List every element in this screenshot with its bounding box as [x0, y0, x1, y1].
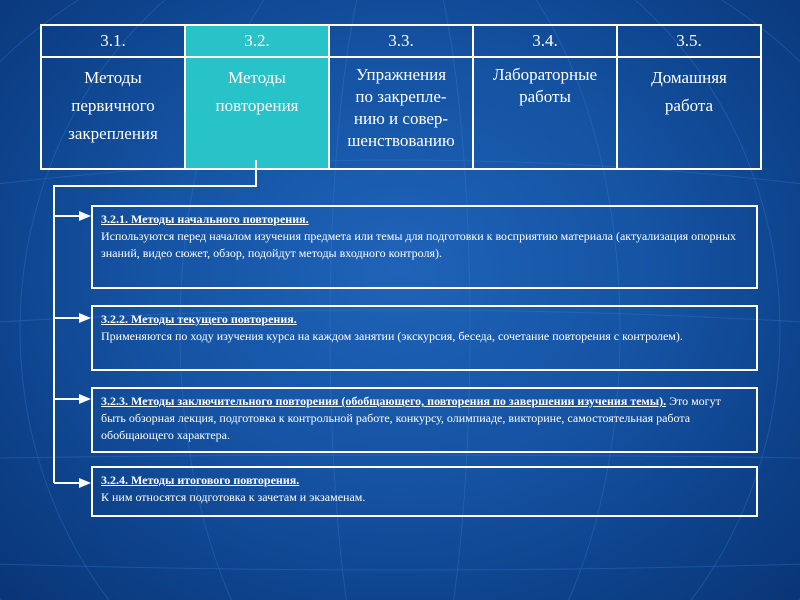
label-line: Упражнения [355, 65, 447, 84]
box-body: Используются перед началом изучения предмета или темы для подготовки к восприятию материала (актуализация опорных знаний, видео сюжет, обзор, подойдут методы входного контроля). [101, 229, 737, 260]
box-final-repetition [91, 387, 758, 453]
label-line: шенствованию [347, 131, 455, 150]
label-line: по закрепле- [355, 87, 447, 106]
box-title: 3.2.4. Методы итогового повторения. [101, 473, 300, 487]
box-body: Применяются по ходу изучения курса на каждом занятии (экскурсия, беседа, сочетание повторения с контролем). [101, 329, 683, 343]
cell-number-3-5: 3.5. [617, 25, 761, 57]
box-body: К ним относятся подготовка к зачетам и экзаменам. [101, 490, 366, 504]
label-line: Методы [228, 68, 286, 87]
label-line: повторения [215, 96, 299, 115]
label-line: закрепления [68, 124, 158, 143]
arrow-head-icon [79, 394, 91, 404]
cell-number-3-3: 3.3. [329, 25, 473, 57]
box-summary-repetition [91, 466, 758, 517]
cell-number-3-1: 3.1. [41, 25, 185, 57]
arrow-head-icon [79, 211, 91, 221]
box-body: Это могут быть обзорная лекция, подготовка к контрольной работе, конкурсу, олимпиаде, викторине, самостоятельная работа обобщающего характера. [101, 394, 721, 442]
arrow-head-icon [79, 313, 91, 323]
label-line: работа [664, 96, 714, 115]
arrow-head-icon [79, 478, 91, 488]
box-current-repetition [91, 305, 758, 371]
label-line: первичного [71, 96, 155, 115]
box-initial-repetition [91, 205, 758, 289]
label-line: нию и совер- [353, 109, 449, 128]
label-line: Методы [84, 68, 142, 87]
box-title: 3.2.3. Методы заключительного повторения (обобщающего, повторения по завершении изучения темы). [101, 394, 667, 408]
box-title: 3.2.2. Методы текущего повторения. [101, 312, 297, 326]
cell-number-3-2: 3.2. [185, 25, 329, 57]
cell-number-3-4: 3.4. [473, 25, 617, 57]
label-line: Домашняя [651, 68, 727, 87]
label-line: Лабораторные [492, 65, 598, 84]
label-line: работы [519, 87, 571, 106]
box-title: 3.2.1. Методы начального повторения. [101, 212, 309, 226]
